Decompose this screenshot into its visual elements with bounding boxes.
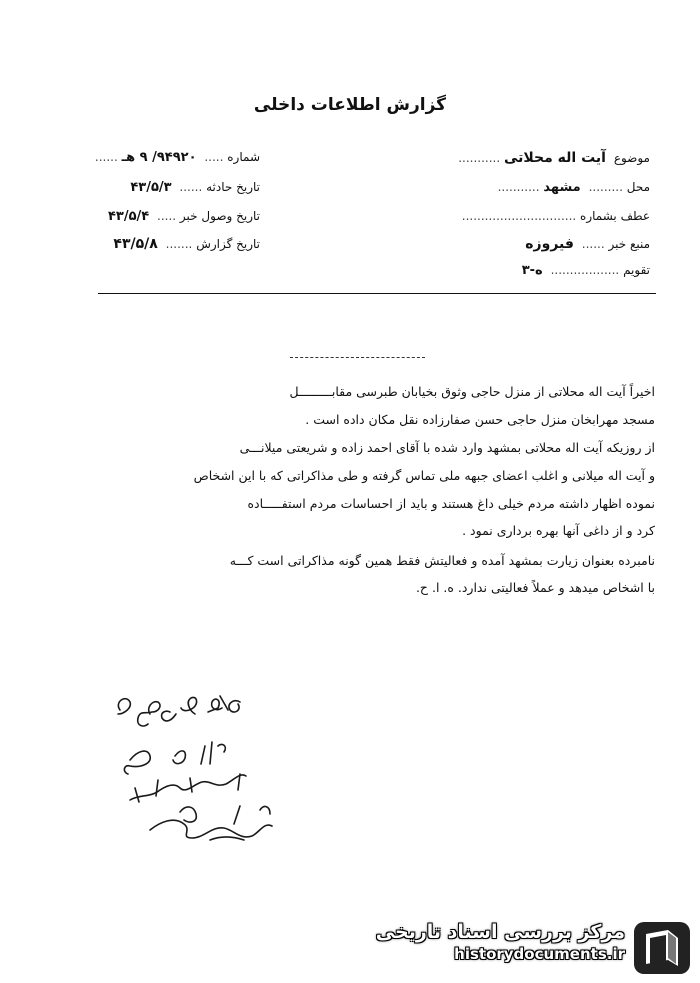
dotted-line: ........... [458,151,501,165]
dotted-line: ......... [588,180,623,194]
location-label: محل [626,180,650,194]
dotted-line: ..... [204,150,224,164]
body-separator [290,357,425,358]
dotted-line: .................. [550,263,620,277]
source-label: منبع خبر [608,237,650,251]
received-date-field [108,209,260,224]
dotted-line: ........... [497,180,540,194]
source-field [525,236,650,252]
rating-value: ه-۳ [521,263,543,278]
incident-date-field [130,180,260,195]
handwritten-annotation [90,680,310,850]
dotted-line: ...... [179,180,203,194]
logo-icon [632,920,692,976]
subject-field [458,150,650,166]
body-line-7: نامبرده بعنوان زیارت بمشهد آمده و فعالیتش فقط همین گونه مذاکراتی است کـــه [229,553,655,568]
number-value: ۹۴۹۲۰/ ۹ هـ [121,150,197,165]
report-title: گزارش اطلاعات داخلی [253,95,447,115]
dotted-line: ....... [165,237,193,251]
body-line-1: اخیراً آیت اله محلاتی از منزل حاجی وثوق بخیابان طبرسی مقابـــــــــل [289,384,655,399]
dotted-line: ...... [94,150,118,164]
report-date-value: ۴۳/۵/۸ [113,236,158,252]
location-value: مشهد [543,180,581,195]
website-link[interactable]: historydocuments.ir [454,945,625,963]
incident-date-label: تاریخ حادثه [206,180,260,194]
watermark-text [376,920,625,964]
rating-label: تقویم [623,263,650,277]
incident-date-value: ۴۳/۵/۳ [130,180,172,195]
received-date-value: ۴۳/۵/۴ [107,209,150,224]
dotted-line: ..... [157,209,177,223]
received-date-label: تاریخ وصول خبر [179,209,260,223]
subject-value: آیت اله محلاتی [504,150,606,166]
number-label: شماره [227,150,260,164]
dotted-line: .............................. [461,209,577,223]
reference-label: عطف بشماره [580,209,650,223]
body-line-2: مسجد مهرابخان منزل حاجی حسن صفارزاده نقل مکان داده است . [305,412,655,427]
report-date-label: تاریخ گزارش [196,237,260,251]
location-field [498,180,650,195]
body-line-3: از روزیکه آیت اله محلاتی بمشهد وارد شده با آقای احمد زاده و شریعتی میلانـــی [239,440,655,455]
body-line-8: با اشخاص میدهد و عملاً فعالیتی ندارد. ه. ا. ح. [415,580,655,595]
report-date-field [113,236,260,252]
source-value: فیروزه [525,236,574,252]
number-field [95,150,260,165]
dotted-line: ...... [581,237,605,251]
body-line-4: و آیت اله میلانی و اغلب اعضای جبهه ملی تماس گرفته و طی مذاکراتی که با این اشخاص [193,468,655,483]
body-line-6: کرد و از داغی آنها بهره برداری نمود . [462,523,655,538]
body-line-5: نموده اظهار داشته مردم خیلی داغ هستند و باید از احساسات مردم استفـــــاده [247,496,655,511]
reference-field [462,209,650,223]
subject-label: موضوع [613,151,650,165]
rating-field [522,263,650,278]
header-divider [98,293,656,294]
org-name: مرکز بررسی اسناد تاریخی [375,921,625,943]
